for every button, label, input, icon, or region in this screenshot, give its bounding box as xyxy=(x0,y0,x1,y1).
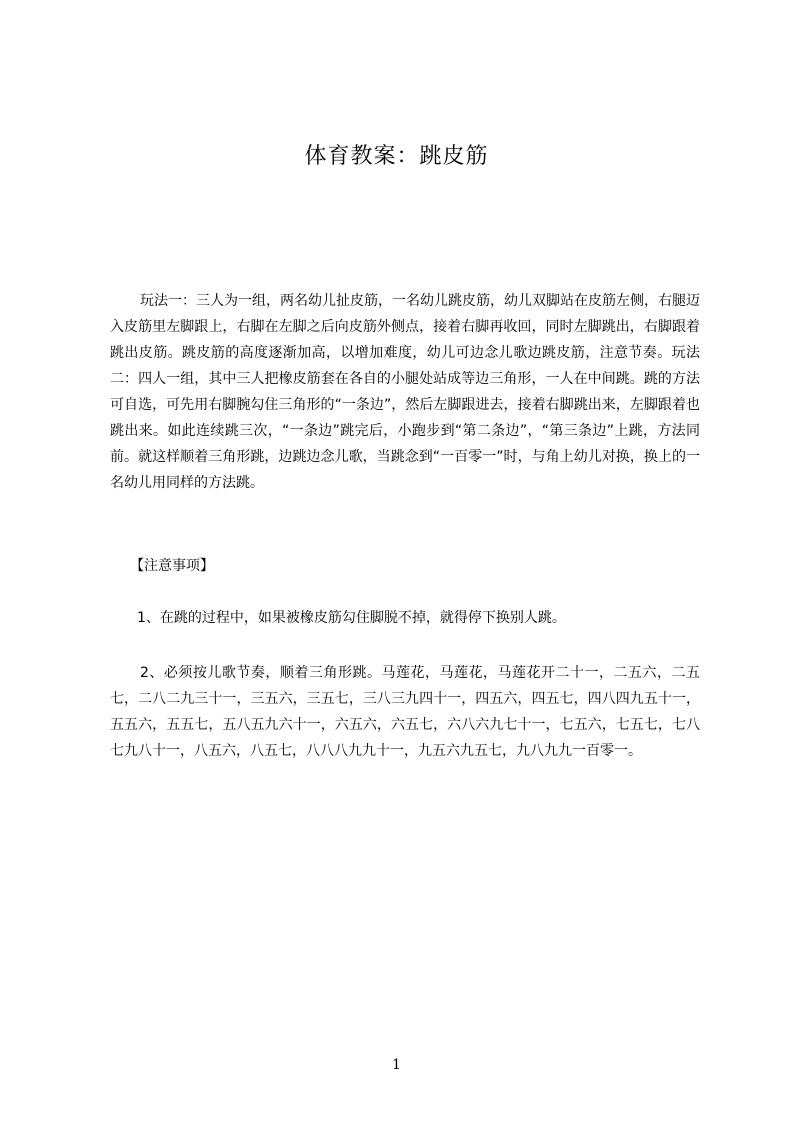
document-title: 体育教案：跳皮筋 xyxy=(304,144,489,169)
note-item-2: 2、必须按儿歌节奏，顺着三角形跳。马莲花，马莲花，马莲花开二十一，二五六，二五七，二八二九三十一，三五六，三五七，三八三九四十一，四五六，四五七，四八四九五十一，五五六，五五七，五八五九六十一，六五六，六五七，六八六九七十一，七五六，七五七，七八七九八十一，八五六，八五七，八八八九九十一，九五六九五七，九八九九一百零一。 xyxy=(110,665,700,759)
page-number: 1 xyxy=(392,1057,401,1073)
notes-heading: 【注意事项】 xyxy=(130,558,214,574)
paragraph-gameplay: 玩法一：三人为一组，两名幼儿扯皮筋，一名幼儿跳皮筋，幼儿双脚站在皮筋左侧，右腿迈入皮筋里左脚跟上，右脚在左脚之后向皮筋外侧点，接着右脚再收回，同时左脚跳出，右脚跟着跳出皮筋。跳皮筋的高度逐渐加高，以增加难度，幼儿可边念儿歌边跳皮筋，注意节奏。玩法二：四人一组，其中三人把橡皮筋套在各自的小腿处站成等边三角形，一人在中间跳。跳的方法可自选，可先用右脚腕勾住三角形的“一条边”，然后左脚跟进去，接着右脚跳出来，左脚跟着也跳出来。如此连续跳三次，“一条边”跳完后，小跑步到“第二条边”，“第三条边”上跳，方法同前。就这样顺着三角形跳，边跳边念儿歌，当跳念到“一百零一”时，与角上幼儿对换，换上的一名幼儿用同样的方法跳。 xyxy=(110,293,700,491)
note-item-1: 1、在跳的过程中，如果被橡皮筋勾住脚脱不掉，就得停下换别人跳。 xyxy=(137,610,566,626)
